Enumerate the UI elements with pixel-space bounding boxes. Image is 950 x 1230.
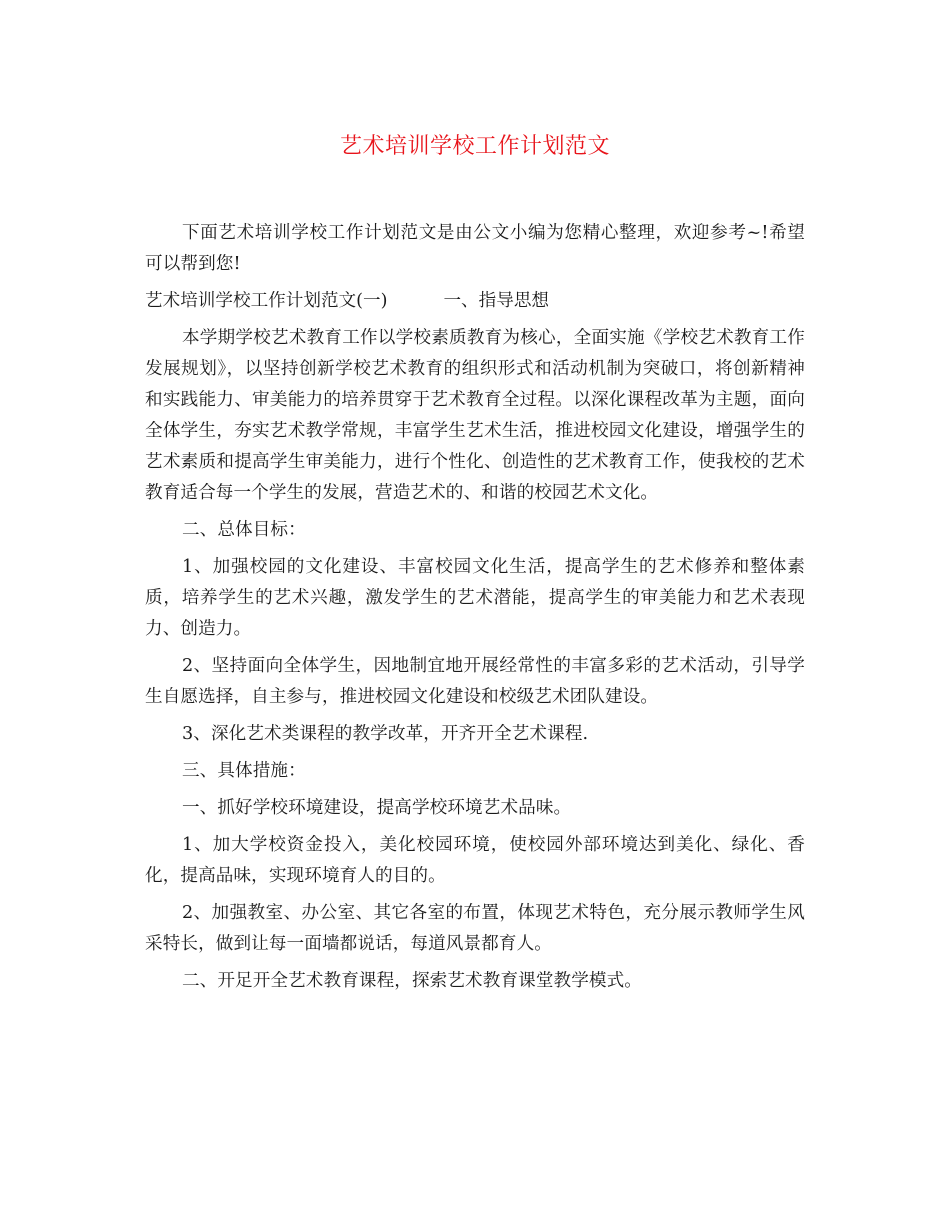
body-paragraph: 三、具体措施： bbox=[181, 761, 306, 781]
intro-paragraph: 下面艺术培训学校工作计划范文是由公文小编为您精心整理，欢迎参考~!希望可以帮到您! bbox=[145, 223, 805, 274]
section-heading: 艺术培训学校工作计划范文(一) bbox=[145, 291, 388, 311]
body-paragraph: 1、加强校园的文化建设、丰富校园文化生活，提高学生的艺术修养和整体素质，培养学生的艺术兴趣，激发学生的艺术潜能，提高学生的审美能力和艺术表现力、创造力。 bbox=[145, 557, 805, 639]
body-paragraph: 1、加大学校资金投入，美化校园环境，使校园外部环境达到美化、绿化、香化，提高品味，实现环境育人的目的。 bbox=[145, 835, 805, 886]
body-paragraph: 本学期学校艺术教育工作以学校素质教育为核心，全面实施《学校艺术教育工作发展规划》，以坚持创新学校艺术教育的组织形式和活动机制为突破口，将创新精神和实践能力、审美能力的培养贯穿于艺术教育全过程。以深化课程改革为主题，面向全体学生，夯实艺术教学常规，丰富学生艺术生活，推进校园文化建设，增强学生的艺术素质和提高学生审美能力，进行个性化、创造性的艺术教育工作，使我校的艺术教育适合每一个学生的发展，营造艺术的、和谐的校园艺术文化。 bbox=[145, 328, 805, 503]
body-paragraph: 3、深化艺术类课程的教学改革，开齐开全艺术课程. bbox=[181, 724, 589, 744]
section-heading-line bbox=[145, 286, 805, 317]
section-subheading: 一、指导思想 bbox=[443, 291, 550, 311]
body-paragraph: 一、抓好学校环境建设，提高学校环境艺术品味。 bbox=[181, 798, 572, 818]
body-paragraph: 二、总体目标： bbox=[181, 520, 306, 540]
body-paragraph: 2、坚持面向全体学生，因地制宜地开展经常性的丰富多彩的艺术活动，引导学生自愿选择，自主参与，推进校园文化建设和校级艺术团队建设。 bbox=[145, 656, 805, 707]
document-title: 艺术培训学校工作计划范文 bbox=[339, 134, 610, 159]
body-paragraph: 二、开足开全艺术教育课程，探索艺术教育课堂教学模式。 bbox=[181, 971, 642, 991]
body-paragraph: 2、加强教室、办公室、其它各室的布置，体现艺术特色，充分展示教师学生风采特长，做到让每一面墙都说话，每道风景都育人。 bbox=[145, 903, 805, 954]
document-body bbox=[145, 218, 805, 1003]
